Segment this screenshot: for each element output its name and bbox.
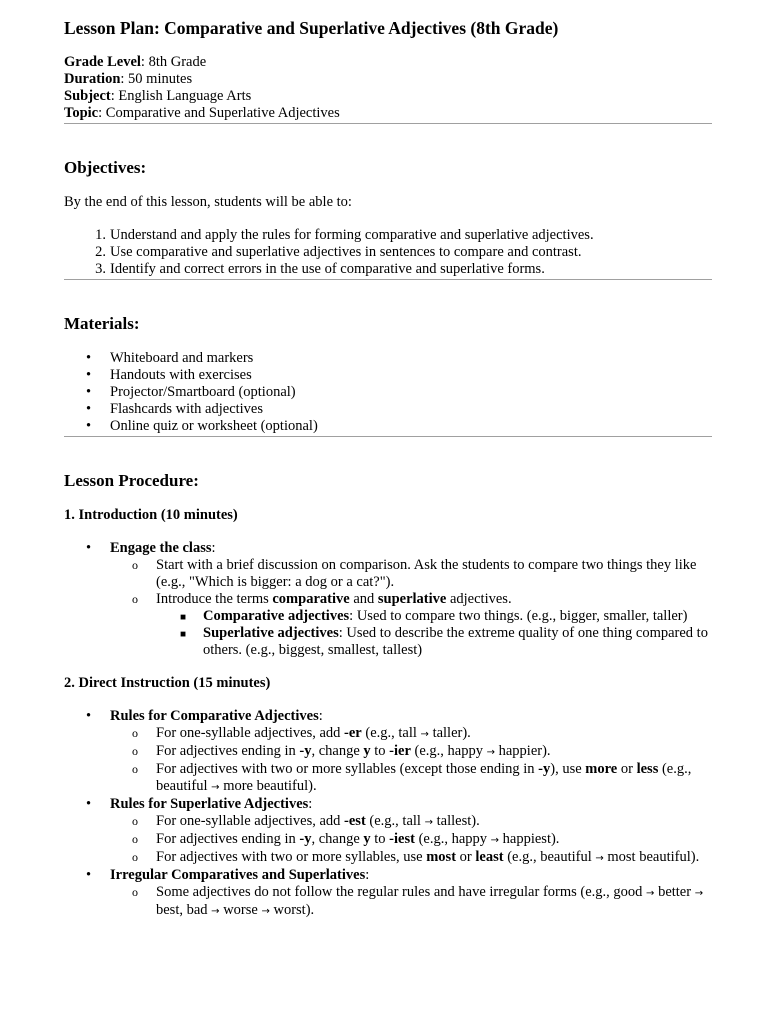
arrow-icon: →	[646, 888, 655, 899]
list-item: • Rules for Comparative Adjectives:	[86, 708, 323, 724]
materials-heading: Materials:	[64, 314, 140, 333]
list-item: • Irregular Comparatives and Superlatives:	[86, 867, 370, 883]
list-item: o For adjectives with two or more syllables, use most or least (e.g., beautiful → most beautiful).	[132, 849, 700, 865]
list-item: • Whiteboard and markers	[86, 350, 254, 366]
list-item: o Introduce the terms comparative and superlative adjectives.	[132, 591, 512, 607]
arrow-icon: →	[694, 888, 704, 899]
meta-duration: Duration: 50 minutes	[64, 71, 193, 87]
direct-instruction-list	[64, 708, 712, 920]
arrow-icon: →	[211, 906, 220, 917]
list-item: o For adjectives with two or more syllables (except those ending in -y), use more or less (e.g., beautiful → more beautiful).	[132, 761, 692, 794]
list-item: o For adjectives ending in -y, change y to -ier (e.g., happy → happier).	[132, 743, 551, 759]
arrow-icon: →	[490, 835, 500, 846]
arrow-icon: →	[261, 906, 270, 917]
materials-list	[64, 350, 712, 435]
procedure-heading: Lesson Procedure:	[64, 471, 199, 490]
list-item: • Flashcards with adjectives	[86, 401, 264, 417]
document-title: Lesson Plan: Comparative and Superlative Adjectives (8th Grade)	[64, 18, 559, 38]
introduction-list	[64, 540, 712, 659]
arrow-icon: →	[595, 853, 604, 864]
arrow-icon: →	[424, 817, 433, 828]
arrow-icon: →	[211, 782, 220, 793]
list-item: o For one-syllable adjectives, add -est (e.g., tall → tallest).	[132, 813, 480, 829]
arrow-icon: →	[486, 747, 495, 758]
list-item: o Some adjectives do not follow the regular rules and have irregular forms (e.g., good → better → best, bad → worse → worst).	[132, 884, 704, 918]
list-item: ■ Comparative adjectives: Used to compare two things. (e.g., bigger, smaller, taller)	[180, 608, 688, 624]
list-item: • Engage the class:	[86, 540, 216, 556]
list-item: • Projector/Smartboard (optional)	[86, 384, 296, 400]
list-item: 2. Use comparative and superlative adjectives in sentences to compare and contrast.	[95, 244, 582, 260]
objectives-intro: By the end of this lesson, students will be able to:	[64, 194, 352, 210]
list-item: • Handouts with exercises	[86, 367, 252, 383]
introduction-heading: 1. Introduction (10 minutes)	[64, 507, 238, 523]
meta-subject: Subject: English Language Arts	[64, 88, 252, 104]
list-item: o For one-syllable adjectives, add -er (e.g., tall → taller).	[132, 725, 471, 741]
list-item: o Start with a brief discussion on comparison. Ask the students to compare two things they like (e.g., "Which is bigger: a dog or a cat?").	[132, 557, 697, 590]
list-item: • Online quiz or worksheet (optional)	[86, 418, 318, 434]
list-item: ■ Superlative adjectives: Used to describe the extreme quality of one thing compared to others. (e.g., biggest, smallest, tallest)	[180, 625, 708, 658]
list-item: • Rules for Superlative Adjectives:	[86, 796, 313, 812]
list-item: o For adjectives ending in -y, change y to -iest (e.g., happy → happiest).	[132, 831, 560, 847]
list-item: 3. Identify and correct errors in the use of comparative and superlative forms.	[95, 261, 545, 277]
list-item: 1. Understand and apply the rules for forming comparative and superlative adjectives.	[95, 227, 594, 243]
arrow-icon: →	[420, 729, 429, 740]
direct-instruction-heading: 2. Direct Instruction (15 minutes)	[64, 675, 271, 691]
meta-topic: Topic: Comparative and Superlative Adjectives	[64, 105, 340, 121]
objectives-list	[64, 227, 712, 278]
lesson-meta	[64, 54, 712, 122]
meta-grade-level: Grade Level: 8th Grade	[64, 54, 207, 70]
objectives-heading: Objectives:	[64, 158, 147, 177]
